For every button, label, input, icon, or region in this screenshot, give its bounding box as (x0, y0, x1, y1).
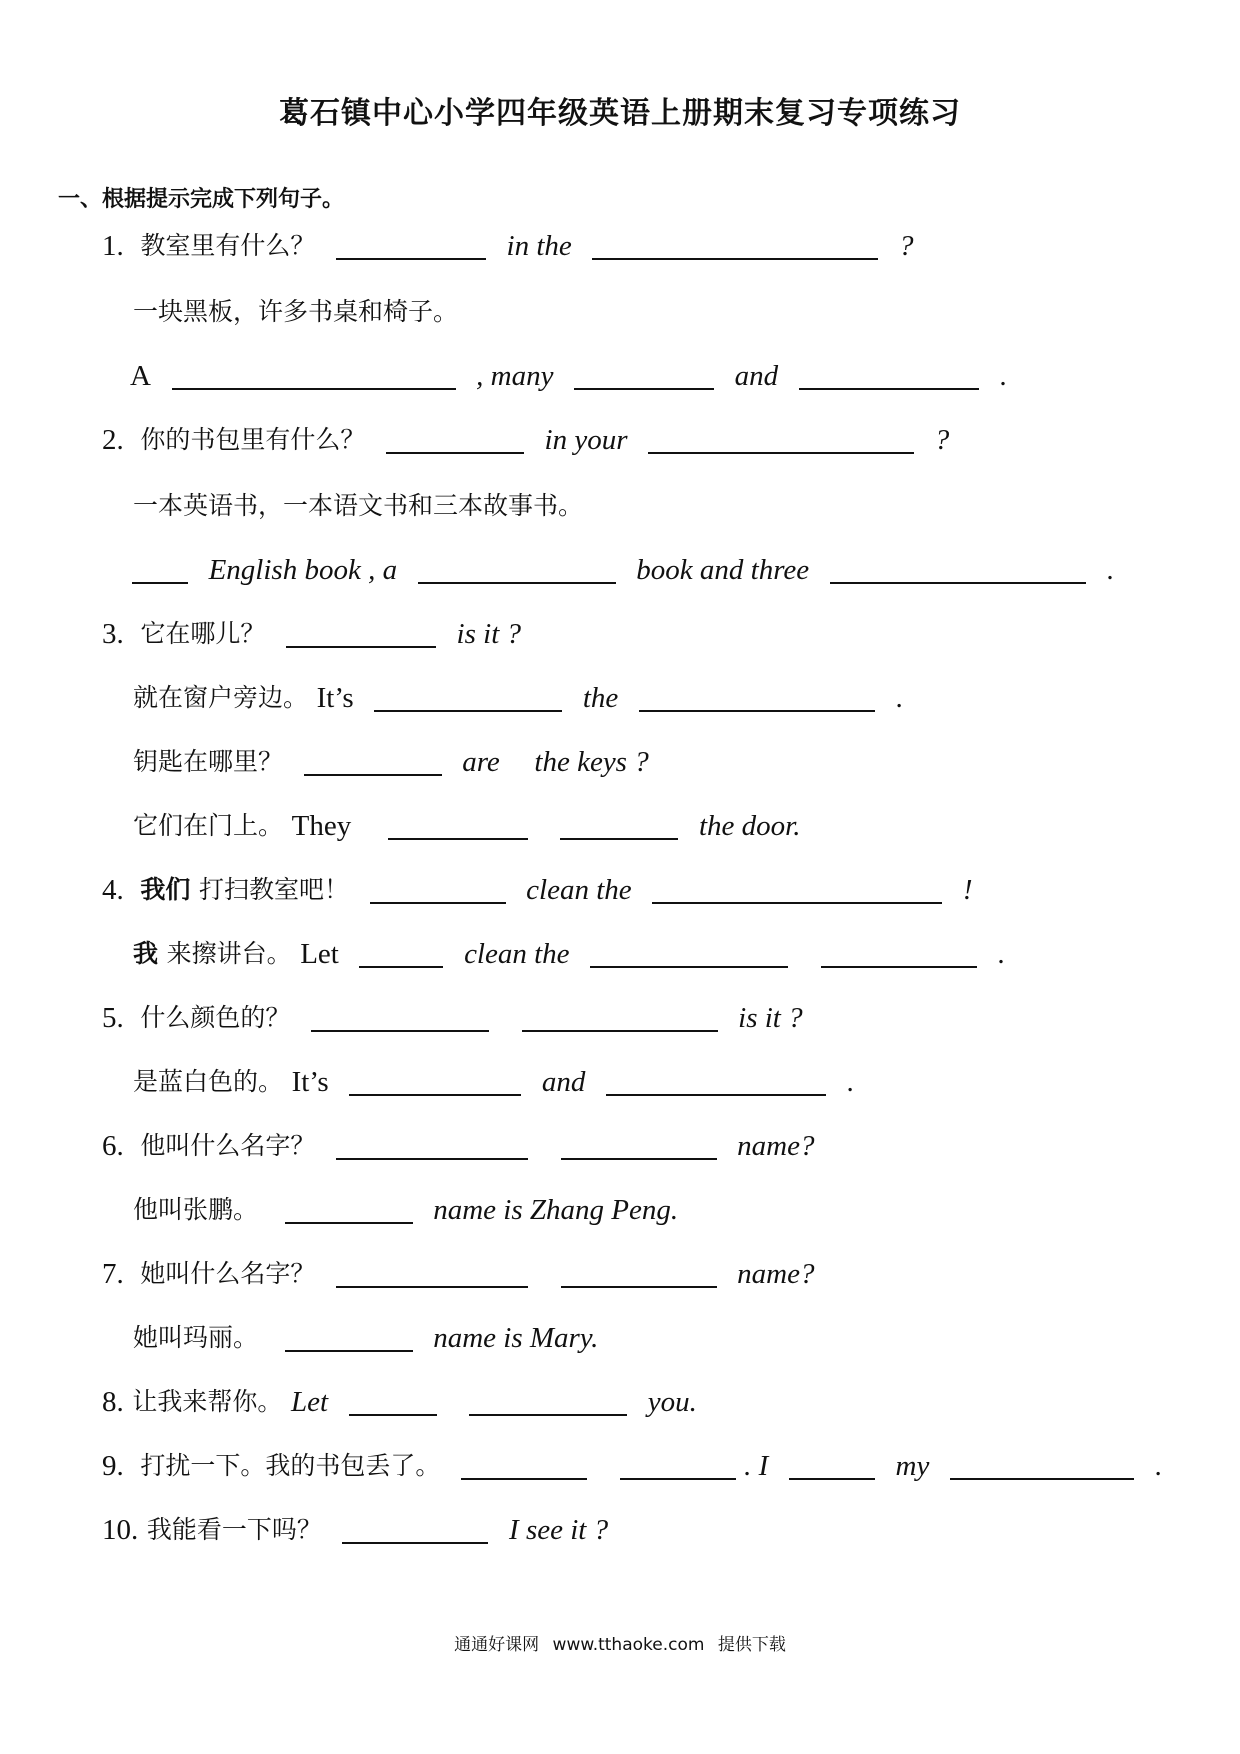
answer-chinese-bold: 我 (133, 939, 159, 968)
question-number: 7. (102, 1258, 124, 1290)
question-number: 4. (102, 874, 124, 906)
sentence-text: the (582, 682, 619, 714)
answer-blank[interactable] (311, 1004, 489, 1032)
answer-chinese: 一本英语书，一本语文书和三本故事书。 (133, 491, 584, 520)
answer-chinese: 是蓝白色的。 (133, 1067, 284, 1096)
sentence-text: in the (506, 230, 572, 262)
question-6 (102, 1126, 814, 1166)
sentence-text: Let (290, 1386, 329, 1418)
sentence-text: It’s (291, 1066, 329, 1098)
answer-line-1 (130, 356, 1007, 396)
answer-blank[interactable] (561, 1132, 717, 1160)
answer-chinese: 它们在门上。 (133, 811, 284, 840)
question-chinese: 打扫教室吧！ (198, 875, 349, 904)
answer-blank[interactable] (388, 812, 528, 840)
sentence-text: the door. (698, 810, 801, 842)
answer-blank[interactable] (648, 426, 914, 454)
answer-blank[interactable] (639, 684, 875, 712)
answer-blank[interactable] (950, 1452, 1134, 1480)
sentence-text: ! (962, 874, 973, 906)
answer-line-7 (133, 1318, 598, 1358)
answer-blank[interactable] (561, 1260, 717, 1288)
answer-line-3c (133, 806, 800, 846)
answer-line-2 (120, 550, 1114, 590)
answer-blank[interactable] (574, 362, 714, 390)
sentence-text: is it ? (738, 1002, 803, 1034)
answer-blank[interactable] (386, 426, 524, 454)
answer-blank[interactable] (285, 1196, 413, 1224)
sentence-text: are (462, 746, 500, 778)
question-5 (102, 998, 803, 1038)
answer-blank[interactable] (620, 1452, 736, 1480)
answer-chinese: 她叫玛丽。 (133, 1323, 259, 1352)
sentence-text: is it ? (456, 618, 522, 650)
answer-chinese: 来擦讲台。 (166, 939, 292, 968)
question-number: 6. (102, 1130, 124, 1162)
sentence-text: . (846, 1066, 854, 1098)
question-chinese: 它在哪儿？ (140, 619, 266, 648)
answer-line-3b (133, 742, 649, 782)
sentence-text: you. (647, 1386, 697, 1418)
answer-blank[interactable] (560, 812, 678, 840)
footer-site-name: 通通好课网 (454, 1635, 540, 1655)
sentence-text: , many (476, 360, 554, 392)
sentence-text: the keys ? (534, 746, 649, 778)
answer-line-5 (133, 1062, 854, 1102)
footer-url[interactable]: www.tthaoke.com (552, 1635, 705, 1655)
answer-blank[interactable] (285, 1324, 413, 1352)
question-number: 9. (102, 1450, 124, 1482)
answer-blank[interactable] (374, 684, 562, 712)
sentence-text: A (130, 360, 151, 392)
question-number: 1. (102, 230, 124, 262)
answer-line-6 (133, 1190, 678, 1230)
sentence-text: my (895, 1450, 930, 1482)
footer (0, 1630, 1240, 1655)
answer-blank[interactable] (336, 1132, 528, 1160)
answer-blank[interactable] (592, 232, 878, 260)
answer-line-4 (133, 934, 1005, 974)
answer-blank[interactable] (336, 1260, 528, 1288)
question-chinese: 他叫什么名字？ (140, 1131, 316, 1160)
section-heading: 一、根据提示完成下列句子。 (58, 187, 345, 212)
answer-blank[interactable] (132, 556, 188, 584)
answer-blank[interactable] (606, 1068, 826, 1096)
question-chinese: 你的书包里有什么？ (140, 425, 366, 454)
sentence-text: name? (737, 1130, 815, 1162)
question-chinese: 打扰一下。我的书包丢了。 (140, 1451, 441, 1480)
answer-blank[interactable] (336, 232, 486, 260)
answer-line-3a (133, 678, 903, 718)
answer-blank[interactable] (799, 362, 979, 390)
question-2 (102, 420, 949, 460)
sentence-text: . (1106, 554, 1114, 586)
question-chinese: 什么颜色的？ (140, 1003, 291, 1032)
answer-blank[interactable] (590, 940, 788, 968)
answer-chinese: 就在窗户旁边。 (133, 683, 309, 712)
sentence-text: It’s (316, 682, 354, 714)
sentence-text: ? (898, 230, 914, 262)
answer-blank[interactable] (789, 1452, 875, 1480)
question-number: 10. (102, 1514, 139, 1546)
question-3 (102, 614, 521, 654)
footer-suffix: 提供下载 (717, 1635, 786, 1655)
sentence-text: English book , a (208, 554, 398, 586)
answer-blank[interactable] (349, 1068, 521, 1096)
answer-blank[interactable] (286, 620, 436, 648)
answer-blank[interactable] (172, 362, 456, 390)
question-9 (102, 1446, 1162, 1486)
question-number: 8. (102, 1386, 124, 1418)
sentence-text: name is Zhang Peng. (433, 1194, 679, 1226)
sentence-text: clean the (526, 874, 632, 906)
sentence-text: . (895, 682, 903, 714)
question-10 (102, 1510, 608, 1550)
question-number: 5. (102, 1002, 124, 1034)
answer-blank[interactable] (359, 940, 443, 968)
sentence-text: and (541, 1066, 586, 1098)
sentence-text: I see it ? (509, 1514, 609, 1546)
answer-blank[interactable] (461, 1452, 587, 1480)
sentence-text: . (997, 938, 1005, 970)
question-4 (102, 870, 973, 910)
question-8 (102, 1382, 697, 1422)
sentence-text: They (291, 810, 352, 842)
answer-blank[interactable] (370, 876, 506, 904)
answer-blank[interactable] (349, 1388, 437, 1416)
question-number: 2. (102, 424, 124, 456)
answer-hint-2 (133, 486, 583, 526)
question-chinese-bold: 我们 (140, 875, 191, 904)
answer-blank[interactable] (469, 1388, 627, 1416)
answer-chinese: 他叫张鹏。 (133, 1195, 259, 1224)
answer-blank[interactable] (522, 1004, 718, 1032)
sentence-text: in your (544, 424, 628, 456)
answer-hint-1 (133, 292, 458, 332)
answer-blank[interactable] (342, 1516, 488, 1544)
sentence-text: name? (737, 1258, 815, 1290)
sentence-text: Let (300, 938, 339, 970)
answer-blank[interactable] (304, 748, 442, 776)
question-1 (102, 226, 913, 266)
question-7 (102, 1254, 814, 1294)
page-title: 葛石镇中心小学四年级英语上册期末复习专项练习 (279, 96, 961, 131)
sentence-text: book and three (636, 554, 810, 586)
sentence-text: name is Mary. (433, 1322, 599, 1354)
answer-chinese: 钥匙在哪里？ (133, 747, 284, 776)
sentence-text: and (734, 360, 779, 392)
question-chinese: 我能看一下吗？ (146, 1515, 322, 1544)
question-chinese: 让我来帮你。 (132, 1387, 283, 1416)
answer-blank[interactable] (821, 940, 977, 968)
answer-blank[interactable] (652, 876, 942, 904)
sentence-text: . (999, 360, 1007, 392)
answer-chinese: 一块黑板，许多书桌和椅子。 (133, 297, 459, 326)
sentence-text: clean the (464, 938, 570, 970)
question-number: 3. (102, 618, 124, 650)
answer-blank[interactable] (830, 556, 1086, 584)
question-chinese: 她叫什么名字？ (140, 1259, 316, 1288)
sentence-text: . (1154, 1450, 1162, 1482)
answer-blank[interactable] (418, 556, 616, 584)
question-chinese: 教室里有什么？ (140, 231, 316, 260)
sentence-text: . I (744, 1450, 769, 1482)
sentence-text: ? (934, 424, 950, 456)
